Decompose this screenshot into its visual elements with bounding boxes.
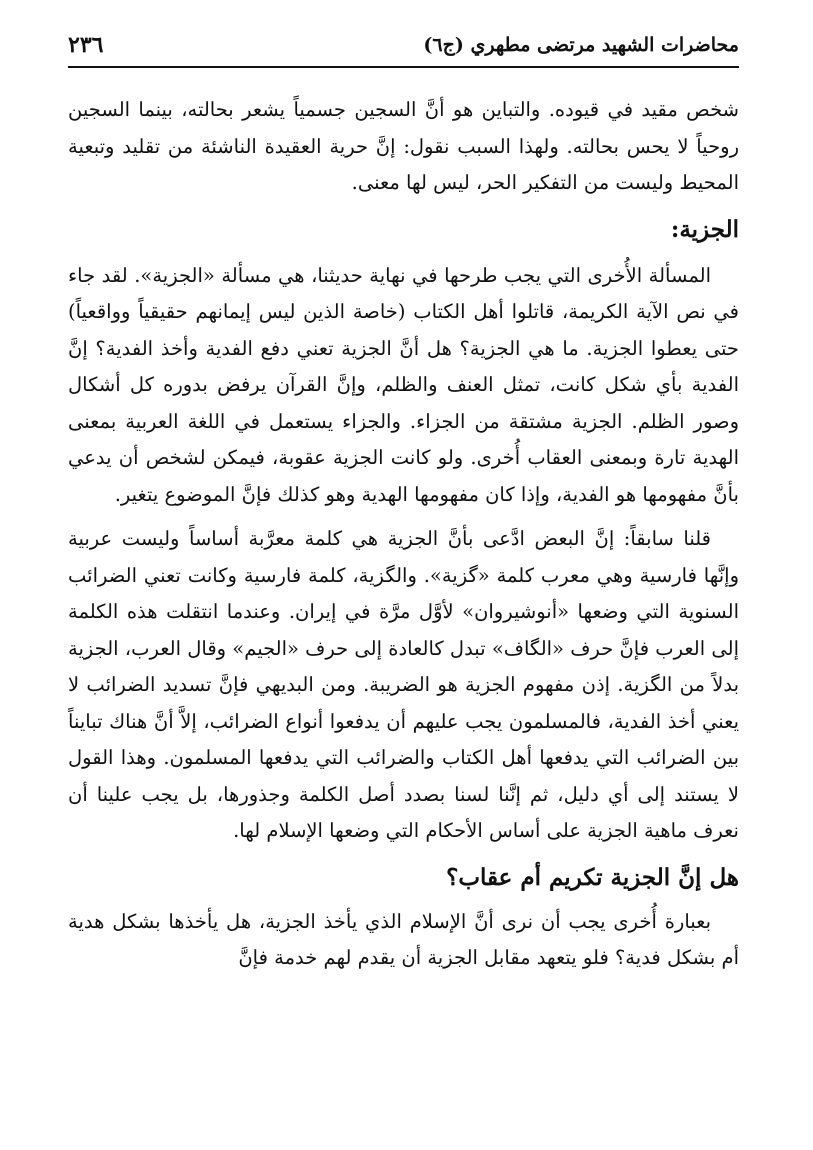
paragraph-4: بعبارة أُخرى يجب أن نرى أنَّ الإسلام الذي يأخذ الجزية، هل يأخذها بشكل هدية أم بشكل فدية؟ فلو يتعهد مقابل الجزية أن يقدم لهم خدمة فإنَّ bbox=[68, 909, 739, 969]
paragraph-3: قلنا سابقاً: إنَّ البعض ادَّعى بأنَّ الجزية هي كلمة معرَّبة أساساً وليست عربية وإنَّها فارسية وهي معرب كلمة «گزية». والگزية، كلمة فارسية وكانت تعني الضرائب السنوية التي وضعها «أنوشيروان» لأوَّل مرَّة في إيران. وعندما انتقلت هذه الكلمة إلى العرب فإنَّ حرف «الگاف» تبدل كالعادة إلى حرف «الجيم» وقال العرب، الجزية بدلاً من الگزية. إذن مفهوم الجزية هو الضريبة. ومن البديهي فإنَّ تسديد الضرائب لا يعني أخذ الفدية، فالمسلمون يجب عليهم أن يدفعوا أنواع الضرائب، إلاَّ أنَّ هناك تبايناً بين الضرائب التي يدفعها أهل الكتاب والضرائب التي يدفعها المسلمون. وهذا القول لا يستند إلى أي دليل، ثم إنَّنا لسنا بصدد أصل الكلمة وجذورها، بل يجب علينا أن نعرف ماهية الجزية على أساس الأحكام التي وضعها الإسلام لها. bbox=[68, 527, 739, 842]
running-title: محاضرات الشهيد مرتضى مطهري (ج٦) bbox=[423, 34, 739, 56]
section-heading-honor-or-punishment: هل إنَّ الجزية تكريم أم عقاب؟ bbox=[446, 863, 739, 891]
header-rule bbox=[68, 66, 739, 68]
page-header bbox=[68, 28, 739, 62]
page-number: ٢٣٦ bbox=[68, 32, 104, 58]
paragraph-2: المسألة الأُخرى التي يجب طرحها في نهاية حديثنا، هي مسألة «الجزية». لقد جاء في نص الآية الكريمة، قاتلوا أهل الكتاب (خاصة الذين ليس إيمانهم حقيقياً وواقعياً) حتى يعطوا الجزية. ما هي الجزية؟ هل أنَّ الجزية تعني دفع الفدية وأخذ الفدية؟ إنَّ الفدية بأي شكل كانت، تمثل العنف والظلم، وإنَّ القرآن يرفض بدوره كل أشكال وصور الظلم. الجزية مشتقة من الجزاء. والجزاء يستعمل في اللغة العربية بمعنى الهدية تارة وبمعنى العقاب أُخرى. ولو كانت الجزية عقوبة، فيمكن لشخص أن يدعي بأنَّ مفهومها هو الفدية، وإذا كان مفهومها الهدية وهو كذلك فإنَّ الموضوع يتغير. bbox=[68, 263, 739, 506]
page-body bbox=[68, 92, 739, 1150]
paragraph-1: شخص مقيد في قيوده. والتباين هو أنَّ السجين جسمياً يشعر بحالته، بينما السجين روحياً لا يحس بحالته. ولهذا السبب نقول: إنَّ حرية العقيدة الناشئة من تقليد وتبعية المحيط وليست من التفكير الحر، ليس لها معنى. bbox=[68, 98, 739, 194]
section-heading-jizya: الجزية: bbox=[670, 215, 739, 243]
